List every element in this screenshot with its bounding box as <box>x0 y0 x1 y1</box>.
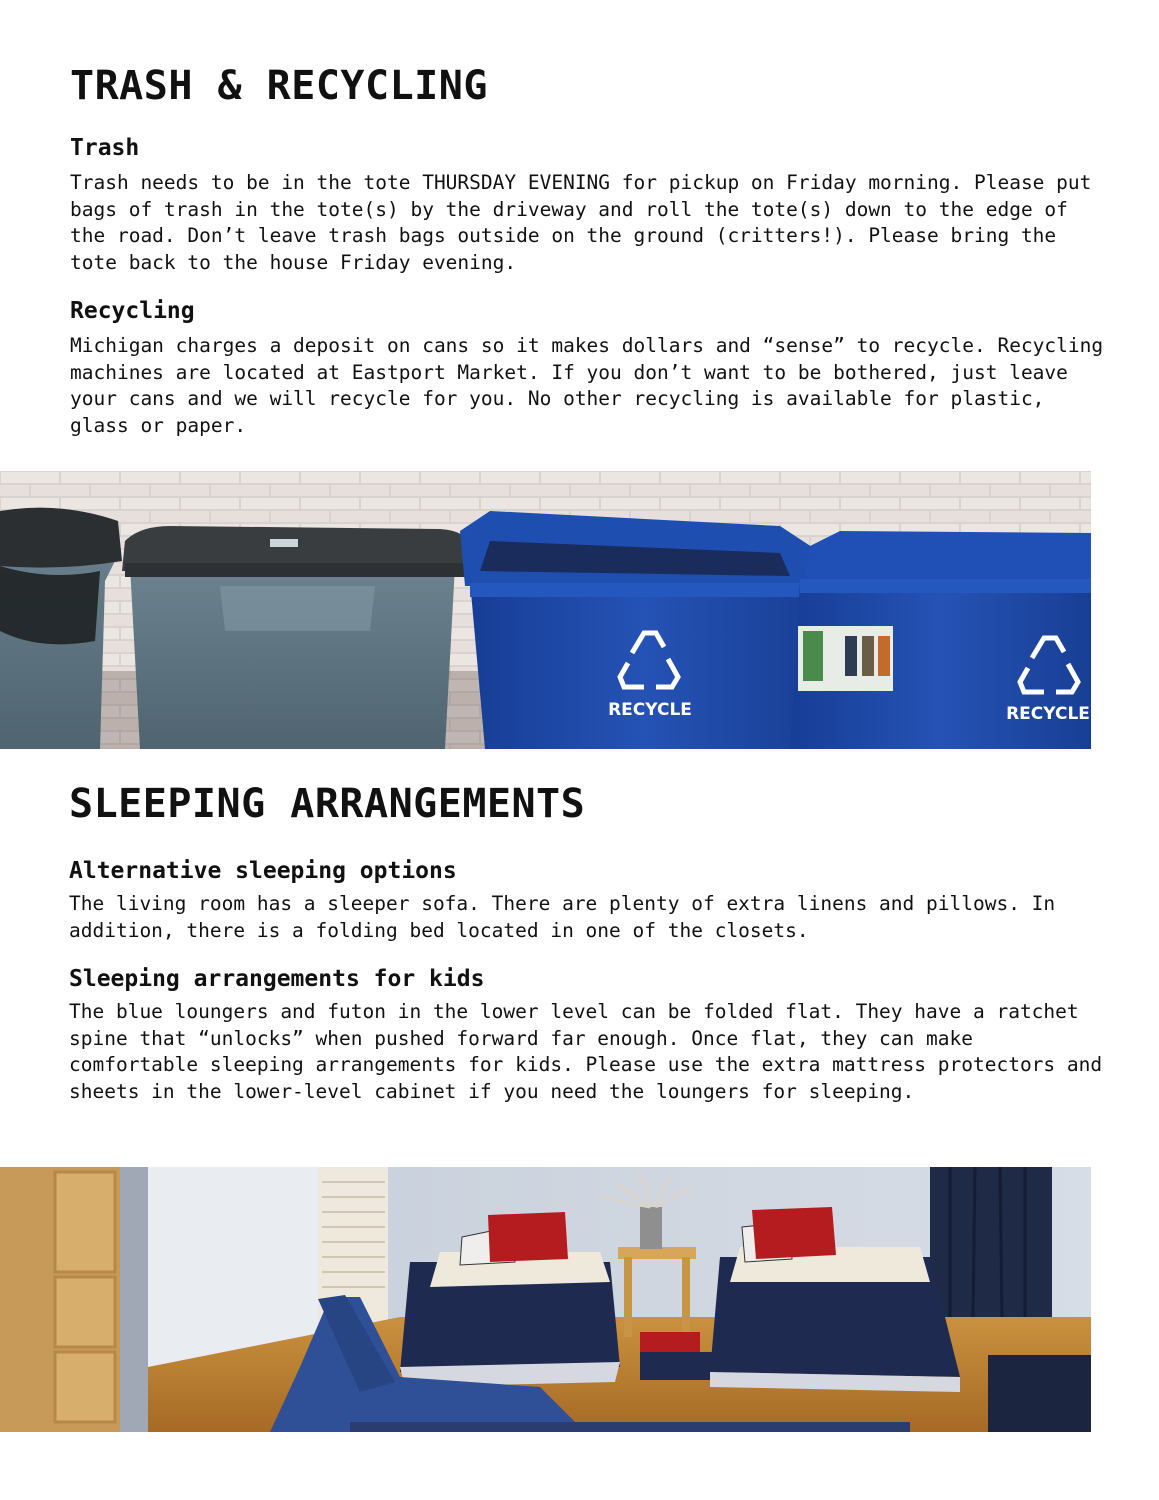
sleeping-arrangements-title: SLEEPING ARRANGEMENTS <box>69 781 586 827</box>
recycle-label-2: RECYCLE <box>1006 704 1090 724</box>
alternative-sleeping-paragraph: The living room has a sleeper sofa. There are plenty of extra linens and pillows. In addition, there is a folding bed located in one of the closets. <box>69 892 1056 942</box>
recycle-label-1: RECYCLE <box>608 700 692 720</box>
alternative-sleeping-heading: Alternative sleeping options <box>69 858 457 884</box>
recycling-heading: Recycling <box>70 298 195 324</box>
kids-sleeping-heading: Sleeping arrangements for kids <box>69 966 485 992</box>
kids-sleeping-paragraph: The blue loungers and futon in the lower level can be folded flat. They have a ratchet spine that “unlocks” when pushed forward far enough. Once flat, they can make comfortable sleeping arrangements for kids. Please use the extra mattress protectors and sheets in the lower-level cabinet if you need the loungers for sleeping. <box>69 1000 1103 1103</box>
trash-recycling-title: TRASH & RECYCLING <box>70 63 488 109</box>
trash-paragraph: Trash needs to be in the tote THURSDAY EVENING for pickup on Friday morning. Please put bags of trash in the tote(s) by the driveway and roll the tote(s) down to the edge of the road. Don’t leave trash bags outside on the ground (critters!). Please bring the tote back to the house Friday evening. <box>70 171 1092 274</box>
recycling-paragraph: Michigan charges a deposit on cans so it makes dollars and “sense” to recycle. Recycling machines are located at Eastport Market. If you don’t want to be bothered, just leave your cans and we will recycle for you. No other recycling is available for plastic, glass or paper. <box>70 334 1104 437</box>
bins-photo <box>0 471 1091 749</box>
bedroom-photo <box>0 1167 1091 1432</box>
trash-heading: Trash <box>70 135 140 161</box>
